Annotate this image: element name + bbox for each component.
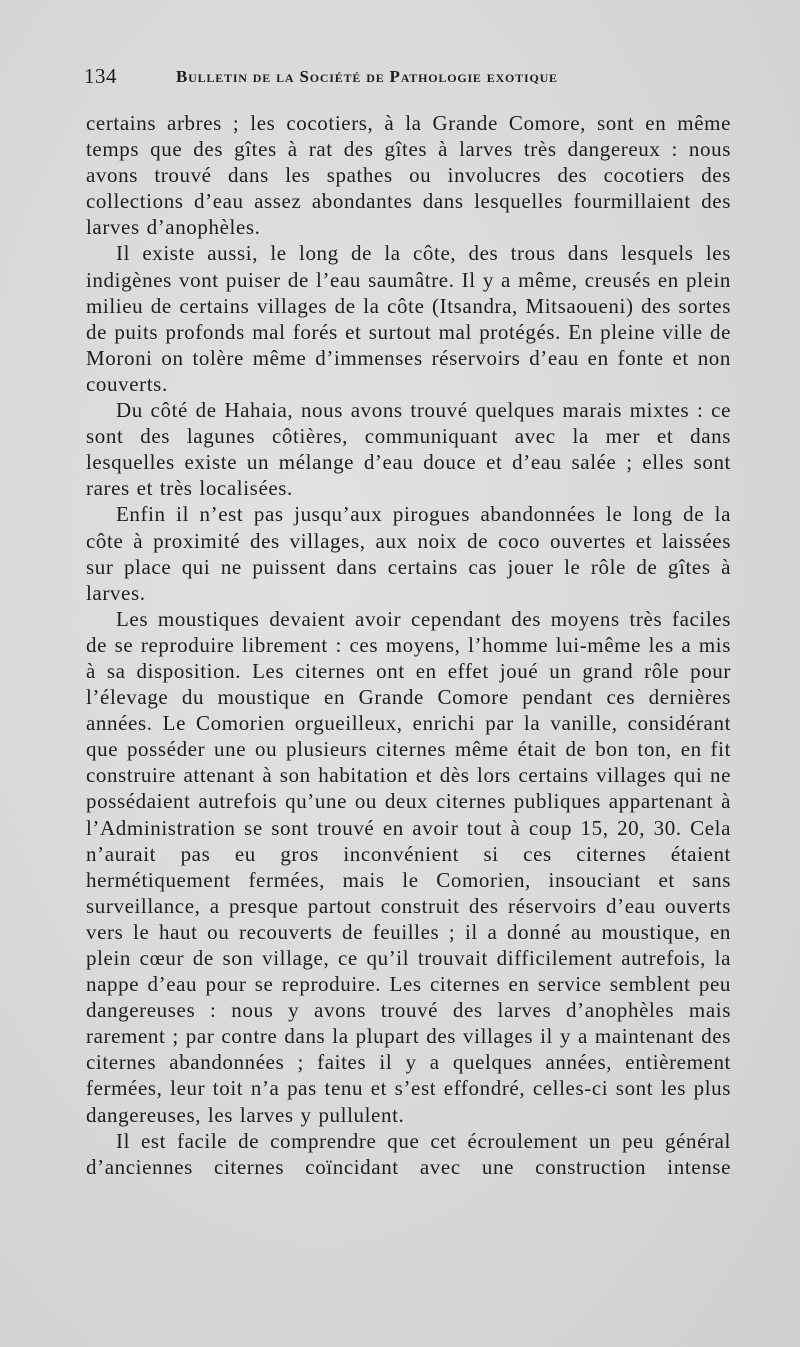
page-number: 134 <box>84 64 117 88</box>
body-text <box>86 110 731 1180</box>
paragraph-5: Les moustiques devaient avoir cependant des moyens très faciles de se reproduire librement : ces moyens, l’homme lui-même les a mis à sa disposition. Les citernes ont en effet joué un grand rôle pour l’élevage du moustique en Grande Comore pendant ces dernières années. Le Comorien orgueilleux, enrichi par la vanille, considérant que posséder une ou plusieurs citernes même était de bon ton, en fit construire attenant à son habitation et dès lors certains villages qui ne possédaient autrefois qu’une ou deux citernes publiques appartenant à l’Administration se sont trouvé en avoir tout à coup 15, 20, 30. Cela n’aurait pas eu gros inconvénient si ces citernes étaient hermétiquement fermées, mais le Comorien, insouciant et sans surveillance, a presque partout construit des réservoirs d’eau ouverts vers le haut ou recouverts de feuilles ; il a donné au moustique, en plein cœur de son village, ce qu’il trouvait difficilement autrefois, la nappe d’eau pour se reproduire. Les citernes en service semblent peu dangereuses : nous y avons trouvé des larves d’anophèles mais rarement ; par contre dans la plupart des villages il y a maintenant des citernes abandonnées ; faites il y a quelques années, entièrement fermées, leur toit n’a pas tenu et s’est effondré, celles-ci sont les plus dangereuses, les larves y pullulent. <box>86 606 731 1127</box>
paragraph-6: Il est facile de comprendre que cet écroulement un peu général d’anciennes citernes coïncidant avec une construction intense <box>86 1128 731 1179</box>
paragraph-2: Il existe aussi, le long de la côte, des trous dans lesquels les indigènes vont puiser de l’eau saumâtre. Il y a même, creusés en plein milieu de certains villages de la côte (Itsandra, Mitsaoueni) des sortes de puits profonds mal forés et surtout mal protégés. En pleine ville de Moroni on tolère même d’immenses réservoirs d’eau en fonte et non couverts. <box>86 241 731 396</box>
paragraph-1: certains arbres ; les cocotiers, à la Grande Comore, sont en même temps que des gîtes à rat des gîtes à larves très dangereux : nous avons trouvé dans les spathes ou involucres des cocotiers des collections d’eau assez abondantes dans lesquelles fourmillaient des larves d’anophèles. <box>86 111 731 240</box>
running-title: Bulletin de la Société de Pathologie exotique <box>176 67 558 86</box>
paragraph-3: Du côté de Hahaia, nous avons trouvé quelques marais mixtes : ce sont des lagunes côtières, communiquant avec la mer et dans lesquelles existe un mélange d’eau douce et d’eau salée ; elles sont rares et très localisées. <box>86 398 731 501</box>
paragraph-4: Enfin il n’est pas jusqu’aux pirogues abandonnées le long de la côte à proximité des villages, aux noix de coco ouvertes et laissées sur place qui ne puissent dans certains cas jouer le rôle de gîtes à larves. <box>86 502 731 605</box>
page-header <box>84 64 724 92</box>
